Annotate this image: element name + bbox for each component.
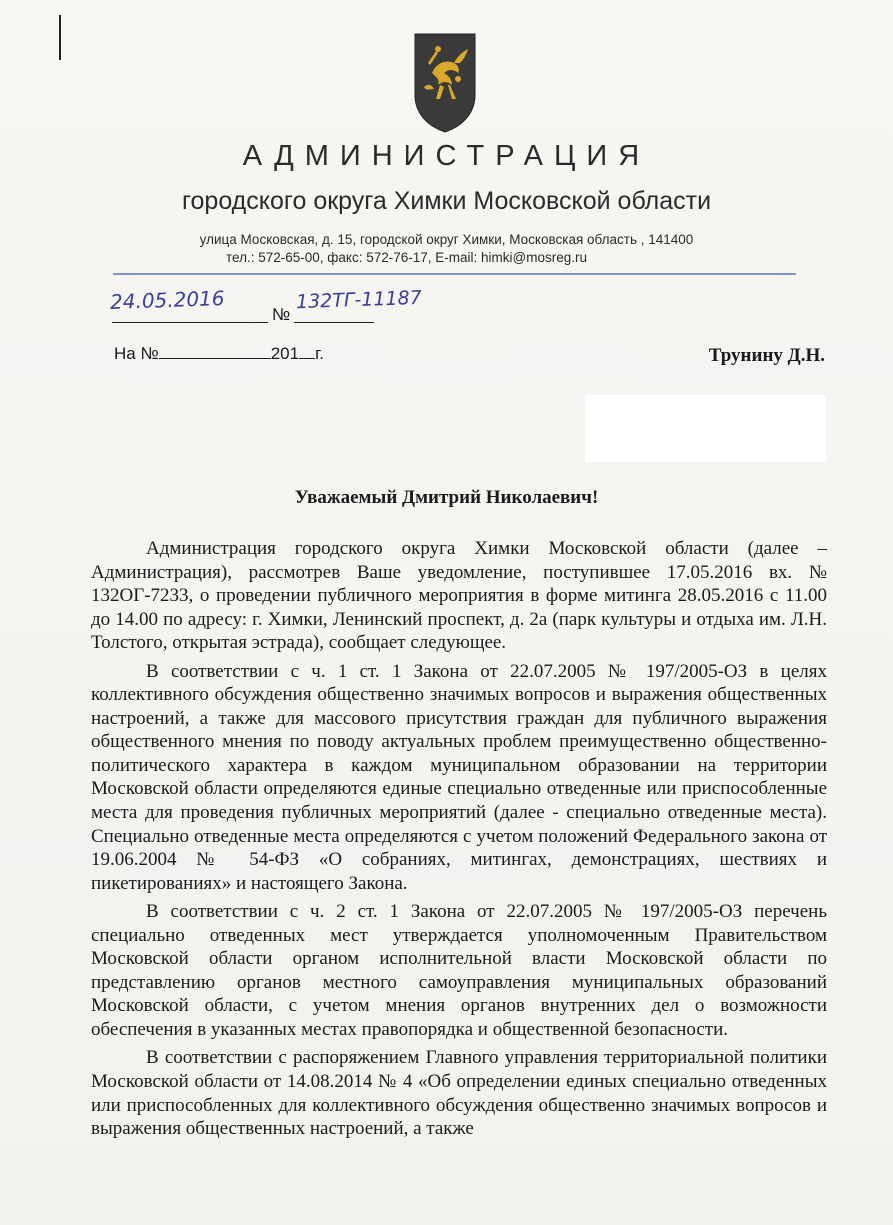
registration-number: 132ТГ-11187 (295, 286, 423, 314)
registration-date: 24.05.2016 (109, 286, 225, 314)
registration-number-label: № (272, 305, 291, 324)
reference-year: 201 (270, 344, 300, 363)
organization-contacts: тел.: 572-65-00, факс: 572-76-17, E-mail: himki@mosreg.ru (226, 250, 587, 265)
body-paragraph: В соответствии с ч. 2 ст. 1 Закона от 22.07.2005 № 197/2005-ОЗ перечень специально отведенных мест утверждается уполномоченным Правительством Московской области органом исполнительной власти Московской области по представлению органов местного самоуправления муниципальных образований Московской области, с учетом мнения органов внутренних дел о возможности обеспечения в указанных местах правопорядка и общественной безопасности. (91, 901, 827, 1040)
organization-address: улица Московская, д. 15, городской округ Химки, Московская область , 141400 (199, 232, 694, 247)
reference-number-blank (159, 344, 271, 359)
body-paragraph: В соответствии с ч. 1 ст. 1 Закона от 22.07.2005 № 197/2005-ОЗ в целях коллективного обсуждения общественно значимых вопросов и выражения общественных настроений, а также для массового присутствия граждан для публичного выражения общественного мнения по поводу актуальных проблем преимущественно общественно-политического характера в каждом муниципальном образовании на территории Московской области определяются единые специально отведенные или приспособленные места для проведения публичных мероприятий (далее - специально отведенные места). Специально отведенные места определяются с учетом положений Федерального закона от 19.06.2004 № 54-ФЗ «О собраниях, митингах, демонстрациях, шествиях и пикетированиях» и настоящего Закона. (91, 660, 827, 894)
khimki-coat-of-arms-icon (414, 33, 476, 133)
body-paragraph: В соответствии с распоряжением Главного управления территориальной политики Московской области от 14.08.2014 № 4 «Об определении единых специально отведенных или приспособленных для коллективного обсуждения общественно значимых вопросов и выражения общественных настроений, а также (91, 1047, 827, 1140)
body-paragraph: Администрация городского округа Химки Московской области (далее – Администрация), рассмотрев Ваше уведомление, поступившее 17.05.2016 вх. № 132ОГ-7233, о проведении публичного мероприятия в форме митинга 28.05.2016 с 11.00 до 14.00 по адресу: г. Химки, Ленинский проспект, д. 2а (парк культуры и отдыха им. Л.Н. Толстого, открытая эстрада), сообщает следующее. (91, 538, 827, 654)
letter-body (91, 537, 827, 1146)
registration-number-line (294, 322, 374, 323)
reference-prefix: На № (114, 344, 159, 363)
reference-suffix: г. (315, 344, 324, 363)
redaction-box (585, 395, 826, 462)
reference-line (114, 344, 324, 364)
organization-title: АДМИНИСТРАЦИЯ (242, 140, 651, 172)
reference-year-blank (299, 344, 315, 359)
organization-subtitle: городского округа Химки Московской области (181, 187, 712, 215)
registration-date-line (112, 322, 268, 323)
salutation: Уважаемый Дмитрий Николаевич! (294, 487, 599, 508)
recipient-name: Трунину Д.Н. (708, 345, 825, 366)
scan-edge-mark (59, 15, 61, 60)
header-divider (113, 273, 796, 275)
